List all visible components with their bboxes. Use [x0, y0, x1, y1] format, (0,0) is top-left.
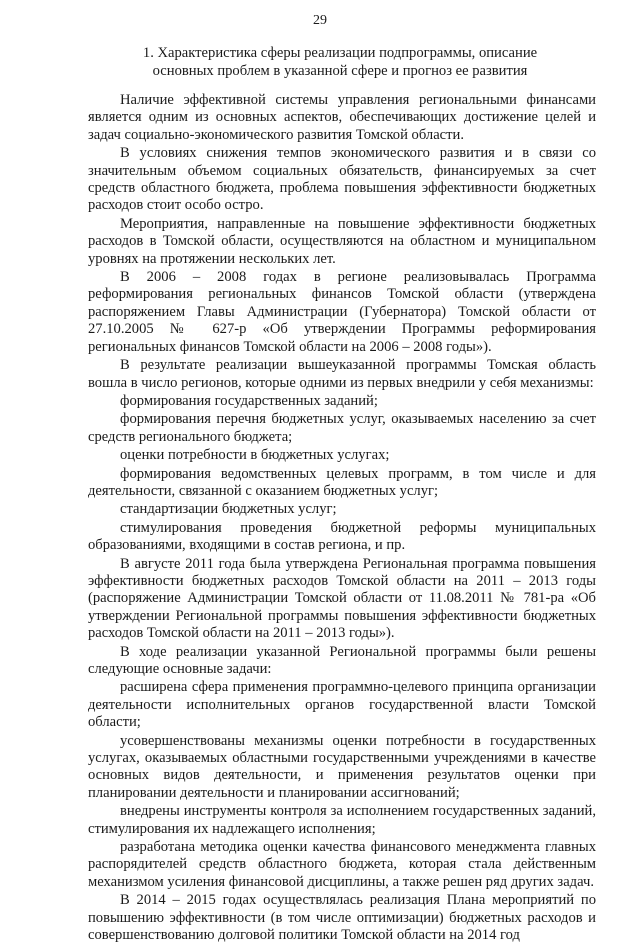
paragraph: Мероприятия, направленные на повышение эффективности бюджетных расходов в Томской области, осуществляются на областном и муниципальном уровнях на протяжении нескольких лет. [88, 215, 596, 267]
paragraph: Наличие эффективной системы управления региональными финансами является одним из основных аспектов, обеспечивающих достижение целей и задач социально-экономического развития Томской области. [88, 92, 596, 143]
paragraph: В 2006 – 2008 годах в регионе реализовывалась Программа реформирования региональных финансов Томской области (утверждена распоряжением Главы Администрации (Губернатора) Томской области от 27.10.2005 № 627-р «Об утверждении Программы реформирования региональных финансов Томской области на 2006 – 2008 годы»). [88, 269, 596, 355]
list-item: оценки потребности в бюджетных услугах; [120, 447, 390, 464]
list-item: усовершенствованы механизмы оценки потребности в государственных услугах, оказываемых областными государственными учреждениями в качестве основных видов деятельности, и применения результатов оценки при планировании деятельности и планировании ассигнований; [88, 732, 596, 801]
paragraph: В результате реализации вышеуказанной программы Томская область вошла в число регионов, которые одними из первых внедрили у себя механизмы: [88, 357, 596, 391]
list-item: формирования государственных заданий; [120, 392, 378, 409]
list-item: разработана методика оценки качества финансового менеджмента главных распорядителей средств областного бюджета, которая стала действенным механизмом усиления финансовой дисциплины, а также решен ряд других задач. [88, 839, 596, 890]
list-item: расширена сфера применения программно-целевого принципа организации деятельности исполнительных органов государственной власти Томской области; [88, 679, 596, 731]
section-heading [80, 44, 600, 80]
body-text [88, 92, 596, 946]
list-item: формирования ведомственных целевых программ, в том числе и для деятельности, связанной с оказанием бюджетных услуг; [88, 465, 596, 499]
paragraph: В условиях снижения темпов экономического развития и в связи со значительным объемом социальных обязательств, финансируемых за счет средств областного бюджета, проблема повышения эффективности бюджетных расходов стоит особо остро. [88, 145, 596, 214]
paragraph: В августе 2011 года была утверждена Региональная программа повышения эффективности бюджетных расходов Томской области на 2011 – 2013 годы (распоряжение Администрации Томской области от 11.08.2011 № 781-ра «Об утверждении Региональной программы повышения эффективности бюджетных расходов Томской области на 2011 – 2013 годы»). [88, 555, 596, 642]
list-item: стандартизации бюджетных услуг; [120, 501, 337, 518]
section-heading-line-2: основных проблем в указанной сфере и прогноз ее развития [152, 63, 528, 79]
list-item: внедрены инструменты контроля за исполнением государственных заданий, стимулирования их надлежащего исполнения; [88, 803, 596, 837]
section-heading-line-1: 1. Характеристика сферы реализации подпрограммы, описание [142, 45, 538, 61]
list-item: формирования перечня бюджетных услуг, оказываемых населению за счет средств регионального бюджета; [88, 411, 596, 445]
list-item: стимулирования проведения бюджетной реформы муниципальных образованиями, входящими в состав региона, и пр. [88, 519, 596, 554]
page-number: 29 [313, 13, 327, 28]
paragraph: В 2014 – 2015 годах осуществлялась реализация Плана мероприятий по повышению эффективности (в том числе оптимизации) бюджетных расходов и совершенствованию долговой политики Томской области на 2014 год [88, 892, 596, 944]
paragraph: В ходе реализации указанной Региональной программы были решены следующие основные задачи: [88, 643, 596, 677]
